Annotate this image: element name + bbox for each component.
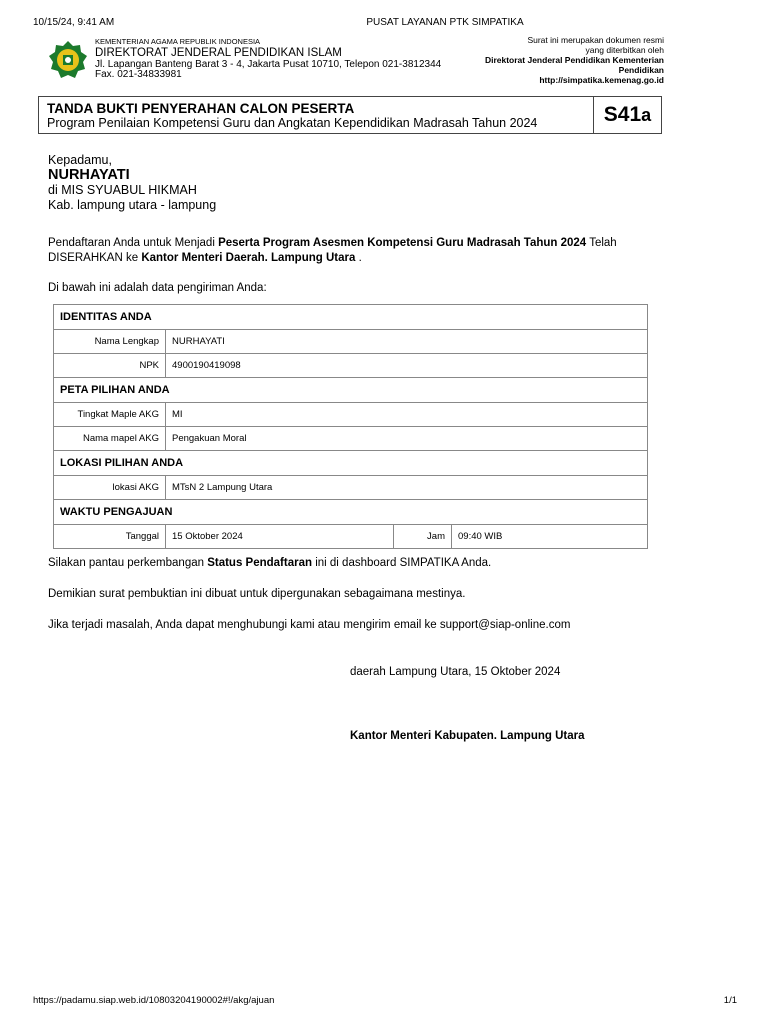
intro-paragraph (48, 236, 648, 266)
npk-value: 4900190419098 (166, 354, 648, 378)
table-row (54, 330, 648, 354)
status-emphasis: Status Pendaftaran (207, 557, 313, 569)
print-title: PUSAT LAYANAN PTK SIMPATIKA (366, 17, 524, 28)
section-peta: PETA PILIHAN ANDA (54, 378, 648, 403)
table-row (54, 427, 648, 451)
mapel-value: Pengakuan Moral (166, 427, 648, 451)
section-identitas: IDENTITAS ANDA (54, 305, 648, 330)
npk-label: NPK (54, 354, 166, 378)
destination-office: Kantor Menteri Daerah. Lampung Utara (141, 252, 356, 264)
table-row (54, 354, 648, 378)
tingkat-label: Tingkat Maple AKG (54, 403, 166, 427)
closing-paragraph: Demikian surat pembuktian ini dibuat untuk dipergunakan sebagaimana mestinya. (48, 588, 466, 600)
table-row (54, 525, 648, 549)
tanggal-label: Tanggal (54, 525, 166, 549)
jam-label: Jam (394, 525, 452, 549)
contact-paragraph: Jika terjadi masalah, Anda dapat menghubungi kami atau mengirim email ke support@siap-online.com (48, 619, 571, 631)
program-name: Peserta Program Asesmen Kompetensi Guru Madrasah Tahun 2024 (218, 237, 587, 249)
signature-office: Kantor Menteri Kabupaten. Lampung Utara (350, 730, 585, 742)
kemenag-logo-icon (47, 40, 89, 80)
nama-value: NURHAYATI (166, 330, 648, 354)
org-address: Jl. Lapangan Banteng Barat 3 - 4, Jakarta Pusat 10710, Telepon 021-3812344 (95, 59, 442, 70)
org-fax: Fax. 021-34833981 (95, 69, 182, 80)
document-title: TANDA BUKTI PENYERAHAN CALON PESERTA (47, 101, 355, 116)
document-code-main: S41 (603, 103, 642, 126)
greeting: Kepadamu, (48, 153, 112, 167)
notice-line-3: Direktorat Jenderal Pendidikan Kementerian (484, 55, 664, 65)
directorate-name: DIREKTORAT JENDERAL PENDIDIKAN ISLAM (95, 46, 342, 59)
notice-line-1: Surat ini merupakan dokumen resmi (527, 35, 664, 45)
document-title-box (38, 96, 662, 134)
nama-label: Nama Lengkap (54, 330, 166, 354)
intro-text-1: Pendaftaran Anda untuk Menjadi (48, 237, 219, 249)
recipient-name: NURHAYATI (48, 167, 130, 183)
document-header (47, 35, 667, 85)
document-code (593, 97, 661, 133)
notice-line-4: Pendidikan (618, 65, 664, 75)
signature-place-date: daerah Lampung Utara, 15 Oktober 2024 (350, 666, 561, 678)
lokasi-label: lokasi AKG (54, 476, 166, 500)
table-row (54, 403, 648, 427)
tingkat-value: MI (166, 403, 648, 427)
intro-text-3: . (355, 252, 362, 264)
mapel-label: Nama mapel AKG (54, 427, 166, 451)
recipient-region: Kab. lampung utara - lampung (48, 198, 217, 212)
jam-value: 09:40 WIB (452, 525, 648, 549)
tanggal-value: 15 Oktober 2024 (166, 525, 394, 549)
submission-data-table (53, 304, 648, 549)
organization-info (95, 38, 441, 80)
data-intro: Di bawah ini adalah data pengiriman Anda: (48, 282, 267, 294)
status-paragraph (48, 556, 648, 571)
print-footer-url: https://padamu.siap.web.id/10803204190002#!/akg/ajuan (33, 995, 275, 1006)
status-text-1: Silakan pantau perkembangan (48, 557, 208, 569)
print-page-number: 1/1 (723, 995, 737, 1006)
table-row (54, 476, 648, 500)
recipient-block (48, 153, 216, 213)
section-lokasi: LOKASI PILIHAN ANDA (54, 451, 648, 476)
official-notice (454, 35, 664, 85)
print-datetime: 10/15/24, 9:41 AM (33, 17, 115, 28)
section-waktu: WAKTU PENGAJUAN (54, 500, 648, 525)
recipient-school: di MIS SYUABUL HIKMAH (48, 183, 197, 197)
lokasi-value: MTsN 2 Lampung Utara (166, 476, 648, 500)
ministry-name: KEMENTERIAN AGAMA REPUBLIK INDONESIA (95, 37, 261, 46)
notice-url: http://simpatika.kemenag.go.id (539, 75, 664, 85)
intro-text-2: Telah DISERAHKAN ke (48, 237, 617, 264)
document-code-suffix: a (641, 105, 652, 125)
status-text-2: ini di dashboard SIMPATIKA Anda. (312, 557, 492, 569)
document-subtitle: Program Penilaian Kompetensi Guru dan Angkatan Kependidikan Madrasah Tahun 2024 (47, 116, 538, 130)
notice-line-2: yang diterbitkan oleh (585, 45, 664, 55)
